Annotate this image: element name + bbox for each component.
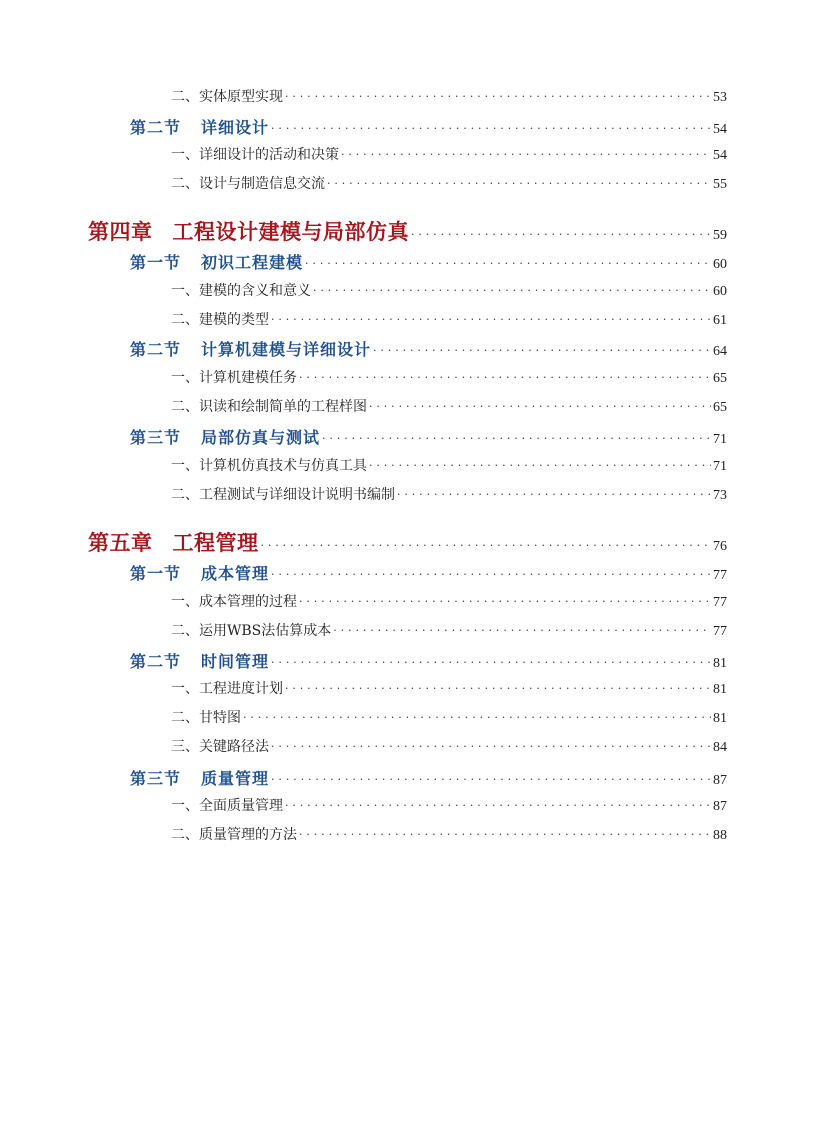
dot-leader <box>299 595 711 608</box>
entry-title <box>88 527 259 557</box>
entry-title <box>88 216 409 246</box>
toc-entry-subsection[interactable] <box>171 795 727 815</box>
toc-entry-section[interactable] <box>130 649 727 672</box>
entry-title: 一、成本管理的过程 <box>171 594 297 610</box>
dot-leader <box>327 177 711 190</box>
dot-leader <box>369 459 711 472</box>
toc-entry-section[interactable] <box>130 425 727 448</box>
section-title: 局部仿真与测试 <box>201 428 321 447</box>
dot-leader <box>271 313 711 326</box>
toc-entry-subsection[interactable] <box>171 736 727 756</box>
page-number: 64 <box>713 344 727 359</box>
page-number: 61 <box>713 313 727 328</box>
toc-entry-subsection[interactable] <box>171 620 727 640</box>
entry-title: 一、计算机建模任务 <box>171 370 297 386</box>
section-number: 第三节 <box>130 769 182 788</box>
dot-leader <box>271 568 711 581</box>
toc-entry-chapter[interactable] <box>88 216 727 246</box>
entry-title: 一、计算机仿真技术与仿真工具 <box>171 458 367 474</box>
section-title: 初识工程建模 <box>201 253 304 272</box>
toc-entry-subsection[interactable] <box>171 484 727 504</box>
entry-title <box>130 425 320 448</box>
section-title: 成本管理 <box>201 564 270 583</box>
section-number: 第二节 <box>130 118 182 137</box>
dot-leader <box>341 148 711 161</box>
page-number: 81 <box>713 682 727 697</box>
page-number: 73 <box>713 488 727 503</box>
toc-entry-section[interactable] <box>130 561 727 584</box>
dot-leader <box>369 400 711 413</box>
entry-title: 二、建模的类型 <box>171 312 269 328</box>
toc-entry-section[interactable] <box>130 337 727 360</box>
dot-leader <box>299 828 711 841</box>
entry-title: 二、识读和绘制简单的工程样图 <box>171 399 367 415</box>
dot-leader <box>305 257 711 270</box>
entry-title <box>130 115 269 138</box>
toc-entry-subsection[interactable] <box>171 707 727 727</box>
toc-entry-chapter[interactable] <box>88 527 727 557</box>
section-title: 质量管理 <box>201 769 270 788</box>
dot-leader <box>271 740 711 753</box>
section-title: 计算机建模与详细设计 <box>201 340 372 359</box>
page-number: 87 <box>713 773 727 788</box>
section-number: 第一节 <box>130 564 182 583</box>
entry-title <box>130 561 269 584</box>
page-number: 65 <box>713 400 727 415</box>
dot-leader <box>243 711 711 724</box>
dot-leader <box>313 284 711 297</box>
entry-title: 三、关键路径法 <box>171 739 269 755</box>
entry-title: 二、运用WBS法估算成本 <box>171 623 332 639</box>
dot-leader <box>285 90 711 103</box>
entry-title: 二、质量管理的方法 <box>171 827 297 843</box>
entry-title: 二、实体原型实现 <box>171 89 283 105</box>
entry-title: 二、工程测试与详细设计说明书编制 <box>171 487 395 503</box>
entry-title <box>130 337 371 360</box>
page-number: 60 <box>713 257 727 272</box>
chapter-number: 第四章 <box>88 219 153 244</box>
section-title: 时间管理 <box>201 652 270 671</box>
entry-title: 一、全面质量管理 <box>171 798 283 814</box>
page-number: 59 <box>713 228 727 243</box>
page-number: 77 <box>713 568 727 583</box>
section-title: 详细设计 <box>201 118 270 137</box>
page-number: 54 <box>713 148 727 163</box>
toc-entry-section[interactable] <box>130 250 727 273</box>
toc-entry-subsection[interactable] <box>171 455 727 475</box>
entry-title <box>130 250 303 273</box>
dot-leader <box>271 122 711 135</box>
toc-entry-section[interactable] <box>130 115 727 138</box>
page-number: 87 <box>713 799 727 814</box>
toc-entry-subsection[interactable] <box>171 86 727 106</box>
page-number: 81 <box>713 711 727 726</box>
entry-title <box>130 649 269 672</box>
chapter-title: 工程管理 <box>172 530 259 555</box>
dot-leader <box>271 773 711 786</box>
toc-entry-subsection[interactable] <box>171 591 727 611</box>
page-number: 60 <box>713 284 727 299</box>
page-number: 53 <box>713 90 727 105</box>
page-number: 71 <box>713 459 727 474</box>
section-number: 第一节 <box>130 253 182 272</box>
page-number: 55 <box>713 177 727 192</box>
dot-leader <box>373 344 711 357</box>
entry-title: 二、设计与制造信息交流 <box>171 176 325 192</box>
dot-leader <box>285 682 711 695</box>
dot-leader <box>322 432 711 445</box>
toc-entry-section[interactable] <box>130 766 727 789</box>
dot-leader <box>411 228 711 241</box>
page-number: 76 <box>713 539 727 554</box>
page-number: 88 <box>713 828 727 843</box>
page-number: 77 <box>713 595 727 610</box>
entry-title: 一、详细设计的活动和决策 <box>171 147 339 163</box>
toc-entry-subsection[interactable] <box>171 824 727 844</box>
entry-title <box>130 766 269 789</box>
page-number: 84 <box>713 740 727 755</box>
section-number: 第二节 <box>130 340 182 359</box>
dot-leader <box>397 488 711 501</box>
toc-entry-subsection[interactable] <box>171 144 727 164</box>
entry-title: 二、甘特图 <box>171 710 241 726</box>
toc-entry-subsection[interactable] <box>171 173 727 193</box>
page-number: 71 <box>713 432 727 447</box>
toc-entry-subsection[interactable] <box>171 367 727 387</box>
dot-leader <box>271 656 711 669</box>
dot-leader <box>285 799 711 812</box>
chapter-number: 第五章 <box>88 530 153 555</box>
toc-entry-subsection[interactable] <box>171 309 727 329</box>
entry-title: 一、建模的含义和意义 <box>171 283 311 299</box>
section-number: 第二节 <box>130 652 182 671</box>
page-number: 77 <box>713 624 727 639</box>
toc-entry-subsection[interactable] <box>171 396 727 416</box>
dot-leader <box>299 371 711 384</box>
toc-entry-subsection[interactable] <box>171 678 727 698</box>
page-number: 81 <box>713 656 727 671</box>
entry-title: 一、工程进度计划 <box>171 681 283 697</box>
section-number: 第三节 <box>130 428 182 447</box>
page-number: 54 <box>713 122 727 137</box>
dot-leader <box>333 624 711 637</box>
toc-entry-subsection[interactable] <box>171 280 727 300</box>
dot-leader <box>261 539 712 552</box>
chapter-title: 工程设计建模与局部仿真 <box>172 219 409 244</box>
page-number: 65 <box>713 371 727 386</box>
